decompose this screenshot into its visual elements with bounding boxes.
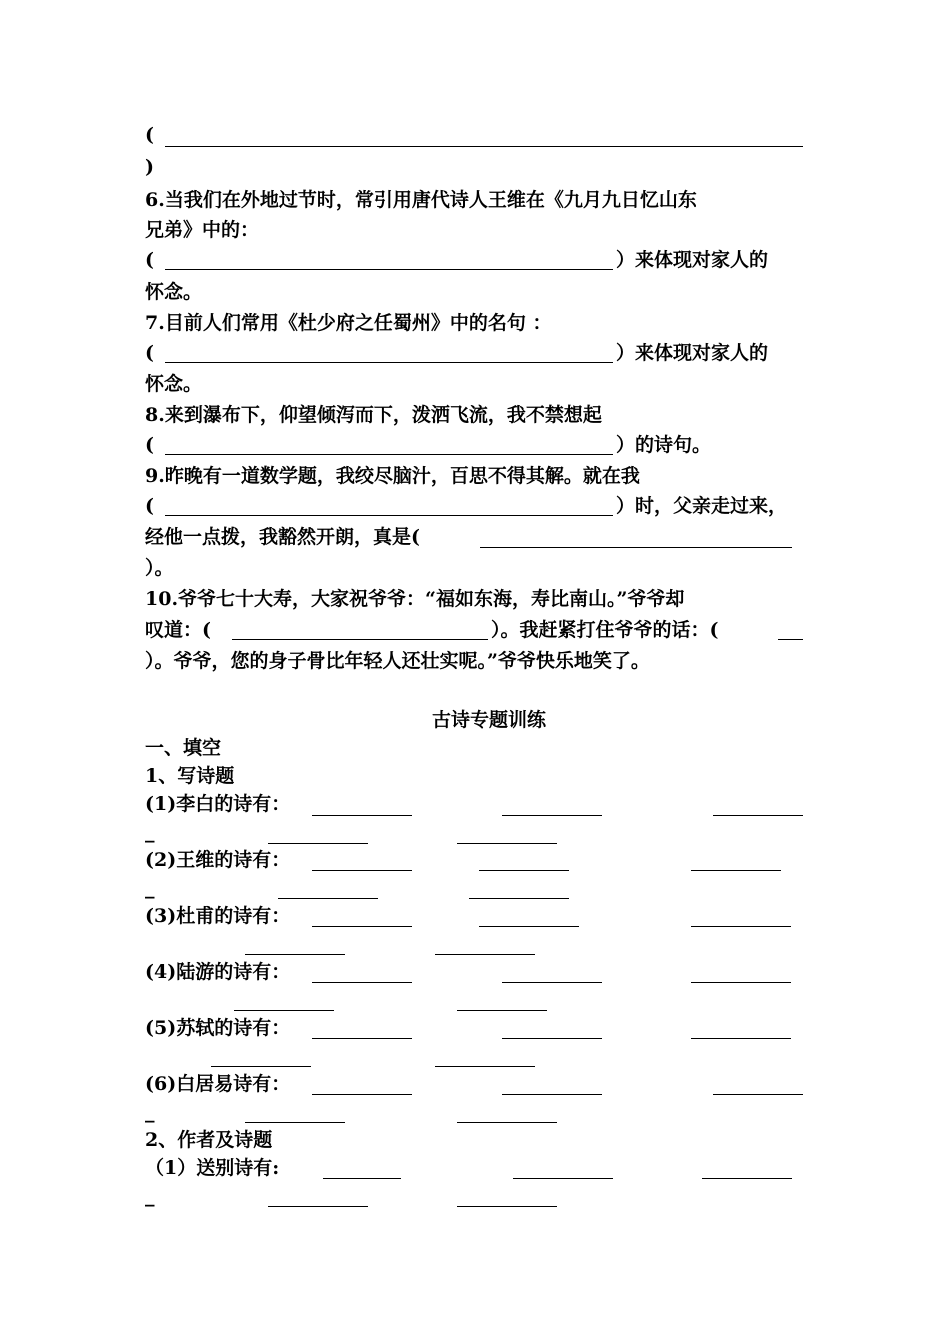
part-heading: 一、填空	[145, 737, 222, 759]
answer-blank[interactable]	[713, 815, 803, 816]
paren-open: (	[145, 434, 154, 456]
question-8-line1: 8.来到瀑布下，仰望倾泻而下，泼洒飞流，我不禁想起	[145, 404, 602, 426]
question-6-line4: 怀念。	[145, 281, 203, 303]
answer-blank[interactable]	[312, 1094, 412, 1095]
question-9-tail: ）时，父亲走过来，	[616, 495, 788, 517]
answer-blank[interactable]	[312, 982, 412, 983]
answer-blank[interactable]	[234, 1010, 334, 1011]
answer-blank[interactable]	[165, 454, 613, 455]
answer-blank[interactable]	[702, 1178, 792, 1179]
question-10-line1: 10.爷爷七十大寿，大家祝爷爷：“福如东海，寿比南山。”爷爷却	[145, 588, 685, 610]
answer-blank[interactable]	[691, 870, 781, 871]
question-6-line1: 6.当我们在外地过节时，常引用唐代诗人王维在《九月九日忆山东	[145, 189, 697, 211]
answer-blank[interactable]	[165, 515, 613, 516]
answer-blank[interactable]	[312, 926, 412, 927]
answer-blank[interactable]	[312, 815, 412, 816]
sub-heading: 2、作者及诗题	[145, 1129, 273, 1151]
answer-blank[interactable]	[268, 843, 368, 844]
paren-open: (	[145, 124, 154, 146]
answer-blank[interactable]	[245, 954, 345, 955]
answer-blank[interactable]	[502, 982, 602, 983]
answer-blank[interactable]	[513, 1178, 613, 1179]
answer-blank[interactable]	[165, 269, 613, 270]
answer-blank[interactable]	[165, 362, 613, 363]
answer-blank[interactable]	[502, 1038, 602, 1039]
answer-blank[interactable]	[278, 898, 378, 899]
dash-mark: _	[145, 1185, 155, 1207]
dash-mark: _	[145, 1101, 155, 1123]
poet-item-sushi: (5)苏轼的诗有：	[145, 1017, 291, 1039]
answer-blank[interactable]	[479, 870, 569, 871]
answer-blank[interactable]	[479, 926, 579, 927]
question-8-tail: ）的诗句。	[616, 434, 712, 456]
question-7-line1: 7.目前人们常用《杜少府之任蜀州》中的名句 ：	[145, 312, 552, 334]
answer-blank[interactable]	[312, 870, 412, 871]
question-9-line3: 经他一点拨，我豁然开朗，真是(	[145, 526, 420, 548]
answer-blank[interactable]	[457, 1206, 557, 1207]
poet-item-wangwei: (2)王维的诗有：	[145, 849, 291, 871]
answer-blank[interactable]	[312, 1038, 412, 1039]
answer-blank[interactable]	[502, 815, 602, 816]
farewell-item: （1）送别诗有:	[145, 1157, 280, 1179]
answer-blank[interactable]	[268, 1206, 368, 1207]
answer-blank[interactable]	[323, 1178, 401, 1179]
question-10-line3: ）。爷爷，您的身子骨比年轻人还壮实呢。”爷爷快乐地笑了。	[145, 650, 650, 672]
poet-item-dufu: (3)杜甫的诗有：	[145, 905, 291, 927]
poet-item-luyou: (4)陆游的诗有：	[145, 961, 291, 983]
answer-blank[interactable]	[480, 547, 792, 548]
poet-item-libai: (1)李白的诗有：	[145, 793, 291, 815]
paren-open: (	[145, 249, 154, 271]
question-10-mid: ）。我赶紧打住爷爷的话：(	[491, 619, 719, 641]
answer-blank[interactable]	[691, 982, 791, 983]
answer-blank[interactable]	[232, 639, 488, 640]
question-6-tail: ）来体现对家人的	[616, 249, 769, 271]
question-10-head: 叹道：(	[145, 619, 211, 641]
question-9-line4: ）。	[145, 557, 174, 579]
answer-blank[interactable]	[713, 1094, 803, 1095]
answer-blank[interactable]	[165, 146, 803, 147]
answer-blank[interactable]	[457, 843, 557, 844]
paren-close: )	[145, 156, 154, 178]
sub-heading: 1、写诗题	[145, 765, 235, 787]
poet-item-baijuyi: (6)白居易诗有：	[145, 1073, 291, 1095]
question-7-tail: ）来体现对家人的	[616, 342, 769, 364]
answer-blank[interactable]	[502, 1094, 602, 1095]
question-9-line1: 9.昨晚有一道数学题，我绞尽脑汁，百思不得其解。就在我	[145, 465, 640, 487]
answer-blank[interactable]	[469, 898, 569, 899]
paren-open: (	[145, 495, 154, 517]
answer-blank[interactable]	[211, 1066, 311, 1067]
answer-blank[interactable]	[435, 954, 535, 955]
answer-blank[interactable]	[245, 1122, 345, 1123]
answer-blank[interactable]	[435, 1066, 535, 1067]
answer-blank[interactable]	[691, 1038, 791, 1039]
section-title: 古诗专题训练	[432, 709, 547, 731]
dash-mark: _	[145, 877, 155, 899]
answer-blank[interactable]	[457, 1010, 547, 1011]
answer-blank[interactable]	[691, 926, 791, 927]
paren-open: (	[145, 342, 154, 364]
dash-mark: _	[145, 821, 155, 843]
question-6-line2: 兄弟》中的：	[145, 219, 260, 241]
question-7-line3: 怀念。	[145, 373, 203, 395]
answer-blank[interactable]	[778, 639, 803, 640]
answer-blank[interactable]	[457, 1122, 557, 1123]
